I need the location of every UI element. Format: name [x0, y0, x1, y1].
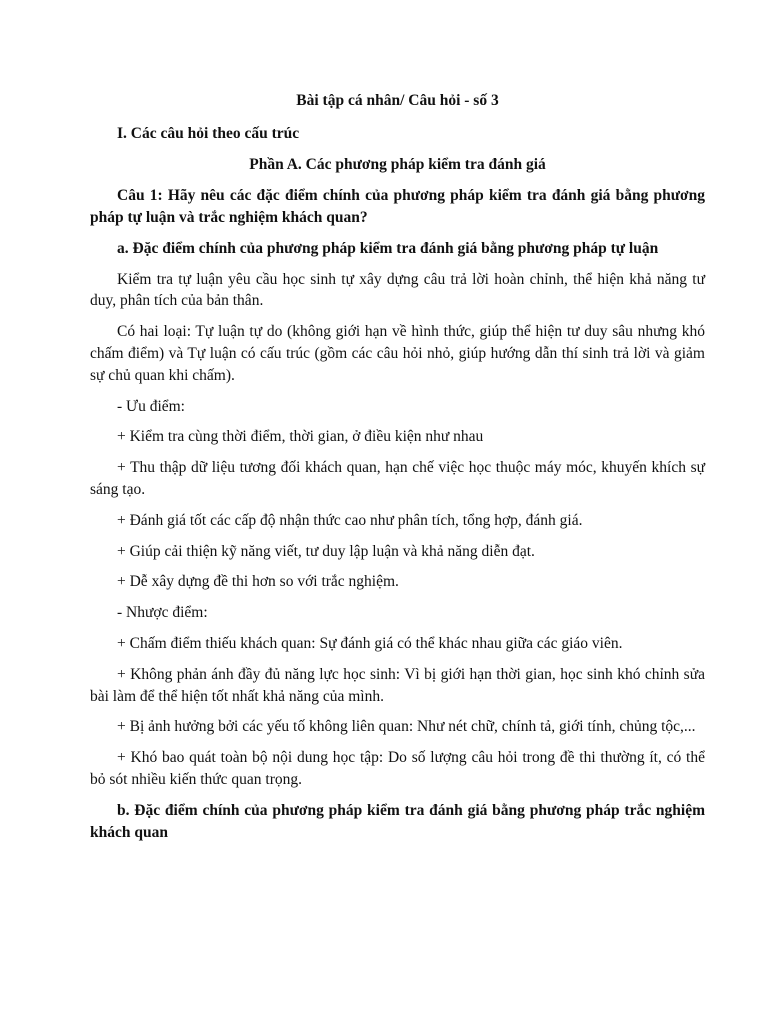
list-heading-advantages: - Ưu điểm: [117, 397, 185, 415]
sub-heading-b: b. Đặc điểm chính của phương pháp kiểm tra đánh giá bằng phương pháp trắc nghiệm khách quan [90, 801, 705, 841]
list-item: + Thu thập dữ liệu tương đối khách quan, hạn chế việc học thuộc máy móc, khuyến khích sự sáng tạo. [90, 459, 705, 498]
list-item: + Giúp cải thiện kỹ năng viết, tư duy lập luận và khả năng diễn đạt. [117, 542, 535, 560]
list-item: + Không phản ánh đầy đủ năng lực học sinh: Vì bị giới hạn thời gian, học sinh khó chỉnh sửa bài làm để thể hiện tốt nhất khả năng của mình. [90, 665, 705, 705]
question-text: Câu 1: Hãy nêu các đặc điểm chính của phương pháp kiểm tra đánh giá bằng phương pháp tự luận và trắc nghiệm khách quan? [90, 187, 705, 226]
section-heading: I. Các câu hỏi theo cấu trúc [117, 125, 300, 142]
document-title: Bài tập cá nhân/ Câu hỏi - số 3 [296, 92, 499, 109]
part-heading: Phần A. Các phương pháp kiểm tra đánh giá [249, 156, 546, 173]
list-item: + Bị ảnh hưởng bởi các yếu tố không liên quan: Như nét chữ, chính tả, giới tính, chủng tộc,... [117, 718, 696, 736]
sub-heading-a: a. Đặc điểm chính của phương pháp kiểm tra đánh giá bằng phương pháp tự luận [117, 239, 659, 257]
list-item: + Dễ xây dựng đề thi hơn so với trắc nghiệm. [117, 573, 399, 591]
list-item: + Đánh giá tốt các cấp độ nhận thức cao như phân tích, tổng hợp, đánh giá. [117, 511, 583, 529]
paragraph: Có hai loại: Tự luận tự do (không giới hạn về hình thức, giúp thể hiện tư duy sâu nhưng khó chấm điểm) và Tự luận có cấu trúc (gồm các câu hỏi nhỏ, giúp hướng dẫn thí sinh trả lời và giảm sự chủ quan khi chấm). [90, 323, 705, 384]
list-item: + Chấm điểm thiếu khách quan: Sự đánh giá có thể khác nhau giữa các giáo viên. [117, 634, 623, 652]
paragraph: Kiểm tra tự luận yêu cầu học sinh tự xây dựng câu trả lời hoàn chỉnh, thể hiện khả năng tư duy, phân tích của bản thân. [90, 270, 705, 310]
list-item: + Kiểm tra cùng thời điểm, thời gian, ở điều kiện như nhau [117, 428, 484, 446]
list-heading-disadvantages: - Nhược điểm: [117, 604, 208, 622]
list-item: + Khó bao quát toàn bộ nội dung học tập: Do số lượng câu hỏi trong đề thi thường ít, có thể bỏ sót nhiều kiến thức quan trọng. [90, 749, 705, 788]
